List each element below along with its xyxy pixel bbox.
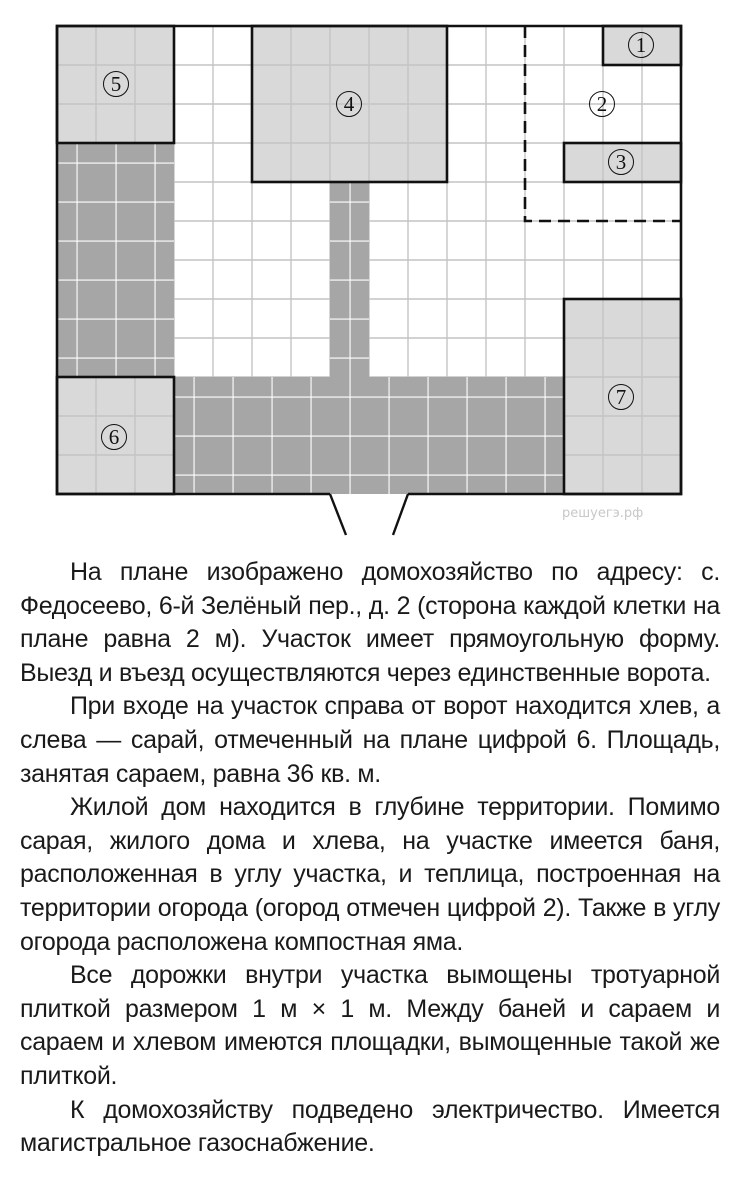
label-1: [628, 32, 654, 58]
paragraph-5: К домохозяйству подведено электричество. Имеется магистральное газоснабжение.: [20, 1095, 720, 1158]
path-left-pad: [57, 143, 174, 377]
label-5: [103, 71, 129, 97]
label-6-text: 6: [108, 424, 120, 449]
label-4-text: 4: [343, 91, 355, 116]
label-7-text: 7: [615, 384, 627, 409]
problem-text: [20, 556, 720, 1161]
paragraph-2: При входе на участок справа от ворот находится хлев, а слева — сарай, отмеченный на плане цифрой 6. Площадь, занятая сараем, равна 36 кв. м.: [20, 692, 720, 788]
label-2: [589, 91, 615, 117]
paragraph-3: Жилой дом находится в глубине территории. Помимо сарая, жилого дома и хлева, на участке имеется баня, расположенная в углу участка, и теплица, построенная на территории огорода (огород отмечен цифрой 2). Также в углу огорода расположена компостная яма.: [20, 793, 720, 956]
gate-right: [393, 494, 408, 535]
label-3-text: 3: [615, 149, 627, 174]
label-1-text: 1: [635, 32, 647, 57]
label-4: [336, 91, 362, 117]
label-2-text: 2: [596, 91, 608, 116]
path-bottom-pad: [174, 377, 564, 494]
paragraph-1: На плане изображено домохозяйство по адресу: с. Федосеево, 6-й Зелёный пер., д. 2 (сторона каждой клетки на плане равна 2 м). Участок имеет прямоугольную форму. Выезд и въезд осуществляются через единственные ворота.: [20, 558, 720, 687]
paragraph-4: Все дорожки внутри участка вымощены тротуарной плиткой размером 1 м × 1 м. Между баней и сараем и сараем и хлевом имеются площадки, вымощенные такой же плиткой.: [20, 961, 720, 1090]
label-6: [101, 424, 127, 450]
label-3: [608, 149, 634, 175]
path-to-house: [330, 182, 369, 377]
label-5-text: 5: [110, 71, 122, 96]
site-plan: [0, 0, 739, 545]
label-7: [608, 384, 634, 410]
watermark: решуегэ.рф: [562, 506, 644, 521]
gate-left: [330, 494, 346, 535]
